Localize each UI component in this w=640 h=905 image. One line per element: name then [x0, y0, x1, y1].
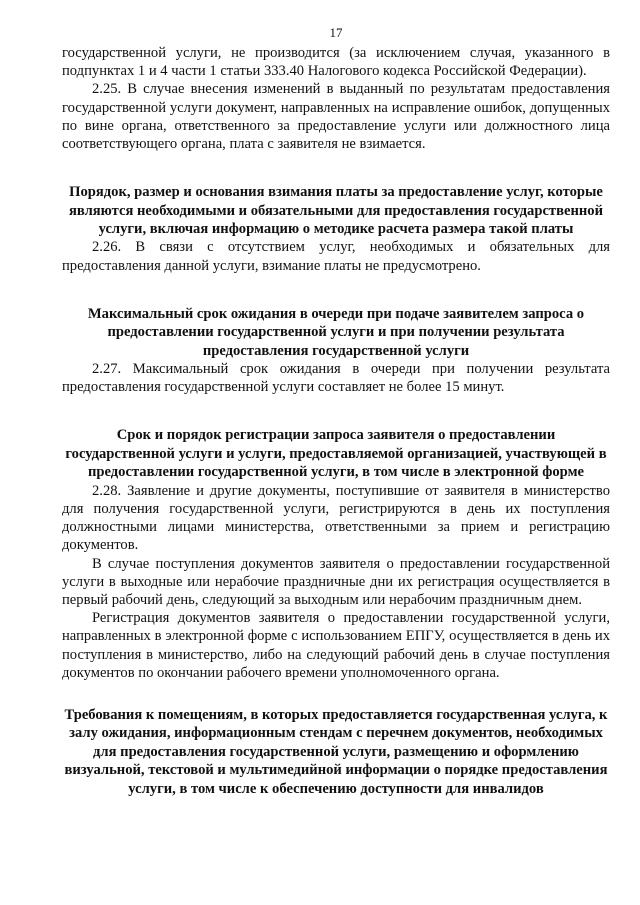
paragraph-2-27: 2.27. Максимальный срок ожидания в очереди при получении результата предоставления государственной услуги составляет не более 15 минут.: [62, 361, 610, 396]
section-heading-queue-time: Максимальный срок ожидания в очереди при подаче заявителем запроса о предоставлении государственной услуги и при получении результата предоставления государственной услуги: [87, 305, 585, 359]
section-heading-fees: Порядок, размер и основания взимания платы за предоставление услуг, которые являются необходимыми и обязательными для предоставления государственной услуги, включая информацию о методике расчета размера такой платы: [69, 184, 603, 238]
page-number: 17: [329, 25, 343, 40]
paragraph-continuation: государственной услуги, не производится (за исключением случая, указанного в подпунктах 1 и 4 части 1 статьи 333.40 Налогового кодекса Российской Федерации).: [62, 45, 610, 80]
paragraph-2-25: 2.25. В случае внесения изменений в выданный по результатам предоставления государственной услуги документ, направленных на исправление ошибок, допущенных по вине органа, ответственного за предоставление услуги или должностного лица соответствующего органа, плата с заявителя не взимается.: [62, 81, 610, 153]
paragraph-2-26: 2.26. В связи с отсутствием услуг, необходимых и обязательных для предоставления данной услуги, взимание платы не предусмотрено.: [62, 239, 610, 274]
section-heading-registration: Срок и порядок регистрации запроса заявителя о предоставлении государственной услуги и услуги, предоставляемой организацией, участвующей в предоставлении государственной услуги, в том числе в электронной форме: [65, 427, 607, 481]
section-heading-premises: Требования к помещениям, в которых предоставляется государственная услуга, к залу ожидания, информационным стендам с перечнем документов, необходимых для предоставления государственной услуги, размещению и оформлению визуальной, текстовой и мультимедийной информации о порядке предоставления услуги, в том числе к обеспечению доступности для инвалидов: [64, 706, 608, 797]
paragraph-holidays: В случае поступления документов заявителя о предоставлении государственной услуги в выходные или нерабочие праздничные дни их регистрация осуществляется в первый рабочий день, следующий за выходным или нерабочим праздничным днем.: [62, 555, 610, 608]
paragraph-2-28: 2.28. Заявление и другие документы, поступившие от заявителя в министерство для получения государственной услуги, регистрируются в день их поступления должностными лицами министерства, ответственными за прием и регистрацию документов.: [62, 482, 610, 554]
paragraph-electronic: Регистрация документов заявителя о предоставлении государственной услуги, направленных в электронной форме с использованием ЕПГУ, осуществляется в день их поступления в министерство, либо на следующий рабочий день в случае поступления документов по окончании рабочего времени уполномоченного органа.: [62, 610, 610, 681]
